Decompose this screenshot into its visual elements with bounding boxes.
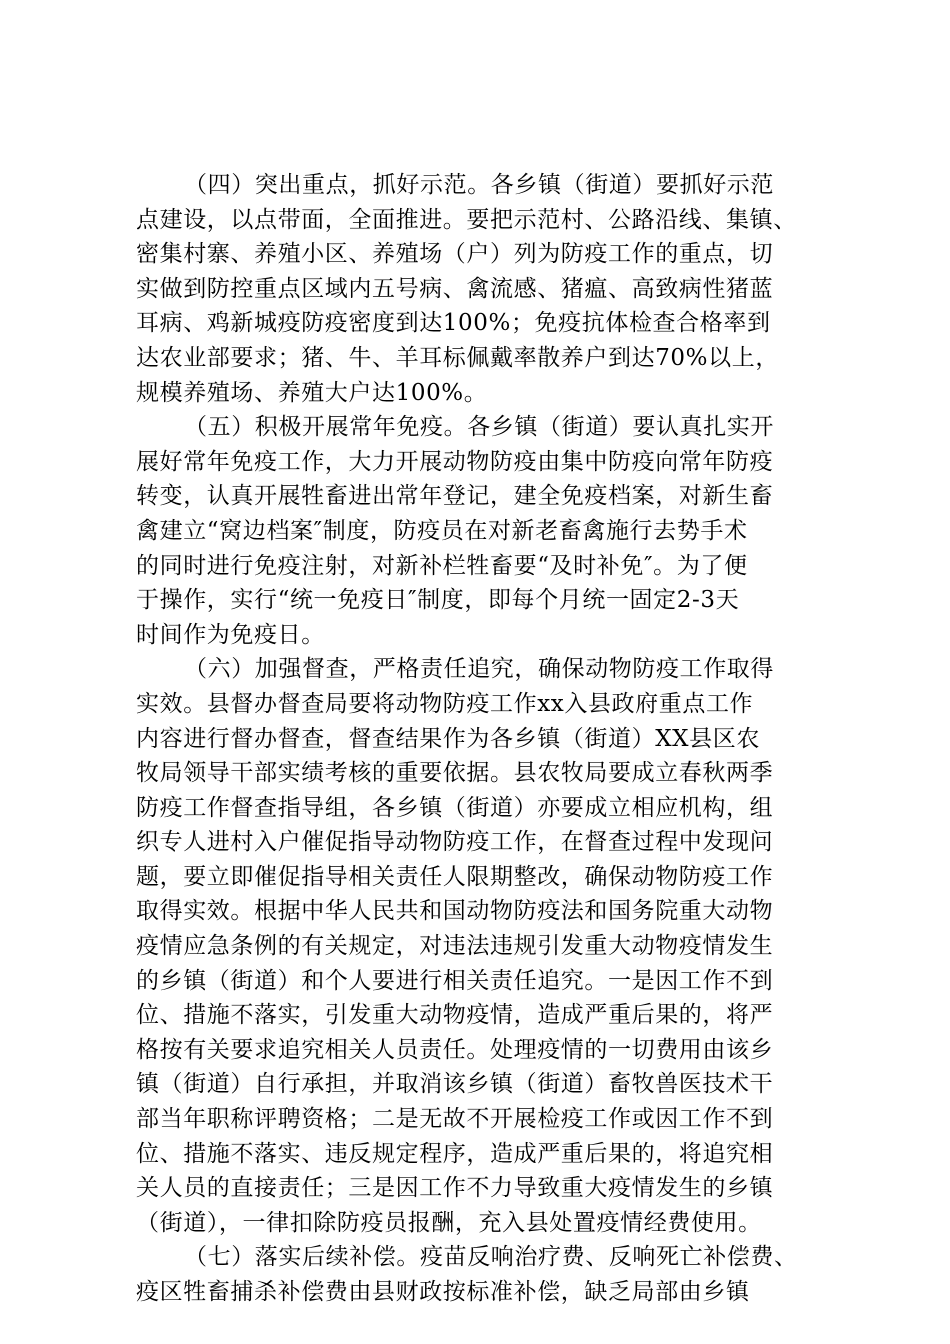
text-line: 题，要立即催促指导相关责任人限期整改，确保动物防疫工作 bbox=[136, 863, 774, 890]
document-body bbox=[136, 168, 836, 1310]
text-line: 转变，认真开展牲畜进出常年登记，建全免疫档案，对新生畜 bbox=[136, 483, 774, 510]
text-line: 耳病、鸡新城疫防疫密度到达100%；免疫抗体检查合格率到 bbox=[136, 310, 771, 337]
text-line: 防疫工作督查指导组，各乡镇（街道）亦要成立相应机构，组 bbox=[136, 794, 774, 821]
text-line: 于操作，实行“统一免疫日″制度，即每个月统一固定2-3天 bbox=[136, 587, 740, 614]
text-line: 实做到防控重点区域内五号病、禽流感、猪瘟、高致病性猪蓝 bbox=[136, 275, 774, 302]
text-line: 达农业部要求；猪、牛、羊耳标佩戴率散养户到达70%以上， bbox=[136, 344, 779, 371]
paragraph-first-line: （五）积极开展常年免疫。各乡镇（街道）要认真扎实开 bbox=[184, 414, 774, 441]
text-line: 部当年职称评聘资格；二是无故不开展检疫工作或因工作不到 bbox=[136, 1106, 774, 1133]
text-line: 禽建立“窝边档案″制度，防疫员在对新老畜禽施行去势手术 bbox=[136, 517, 748, 544]
text-line: 点建设，以点带面，全面推进。要把示范村、公路沿线、集镇、 bbox=[136, 206, 797, 233]
text-line: 牧局领导干部实绩考核的重要依据。县农牧局要成立春秋两季 bbox=[136, 760, 774, 787]
text-line: 位、措施不落实、违反规定程序，造成严重后果的，将追究相 bbox=[136, 1140, 774, 1167]
paragraph-first-line: （七）落实后续补偿。疫苗反响治疗费、反响死亡补偿费、 bbox=[184, 1244, 798, 1271]
text-line: 时间作为免疫日。 bbox=[136, 621, 325, 648]
text-line: 内容进行督办督查，督查结果作为各乡镇（街道）XX县区农 bbox=[136, 725, 760, 752]
text-line: 密集村寨、养殖小区、养殖场（户）列为防疫工作的重点，切 bbox=[136, 241, 774, 268]
text-line: 位、措施不落实，引发重大动物疫情，造成严重后果的，将严 bbox=[136, 1002, 774, 1029]
text-line: 规模养殖场、养殖大户达100%。 bbox=[136, 379, 488, 406]
text-line: 格按有关要求追究相关人员责任。处理疫情的一切费用由该乡 bbox=[136, 1036, 774, 1063]
text-line: 取得实效。根据中华人民共和国动物防疫法和国务院重大动物 bbox=[136, 898, 774, 925]
text-line: 关人员的直接责任；三是因工作不力导致重大疫情发生的乡镇 bbox=[136, 1175, 774, 1202]
text-line: （街道），一律扣除防疫员报酬，充入县处置疫情经费使用。 bbox=[136, 1209, 762, 1236]
text-line: 疫情应急条例的有关规定，对违法违规引发重大动物疫情发生 bbox=[136, 933, 774, 960]
text-line: 的乡镇（街道）和个人要进行相关责任追究。一是因工作不到 bbox=[136, 967, 774, 994]
text-line: 的同时进行免疫注射，对新补栏牲畜要“及时补免″。为了便 bbox=[136, 552, 748, 579]
text-line: 展好常年免疫工作，大力开展动物防疫由集中防疫向常年防疫 bbox=[136, 448, 774, 475]
text-line: 实效。县督办督查局要将动物防疫工作xx入县政府重点工作 bbox=[136, 690, 754, 717]
paragraph-first-line: （六）加强督查，严格责任追究，确保动物防疫工作取得 bbox=[184, 656, 774, 683]
text-line: 织专人进村入户催促指导动物防疫工作，在督查过程中发现问 bbox=[136, 829, 774, 856]
text-line: 疫区牲畜捕杀补偿费由县财政按标准补偿，缺乏局部由乡镇 bbox=[136, 1279, 750, 1305]
paragraph-first-line: （四）突出重点，抓好示范。各乡镇（街道）要抓好示范 bbox=[184, 172, 774, 198]
text-line: 镇（街道）自行承担，并取消该乡镇（街道）畜牧兽医技术干 bbox=[136, 1071, 774, 1098]
